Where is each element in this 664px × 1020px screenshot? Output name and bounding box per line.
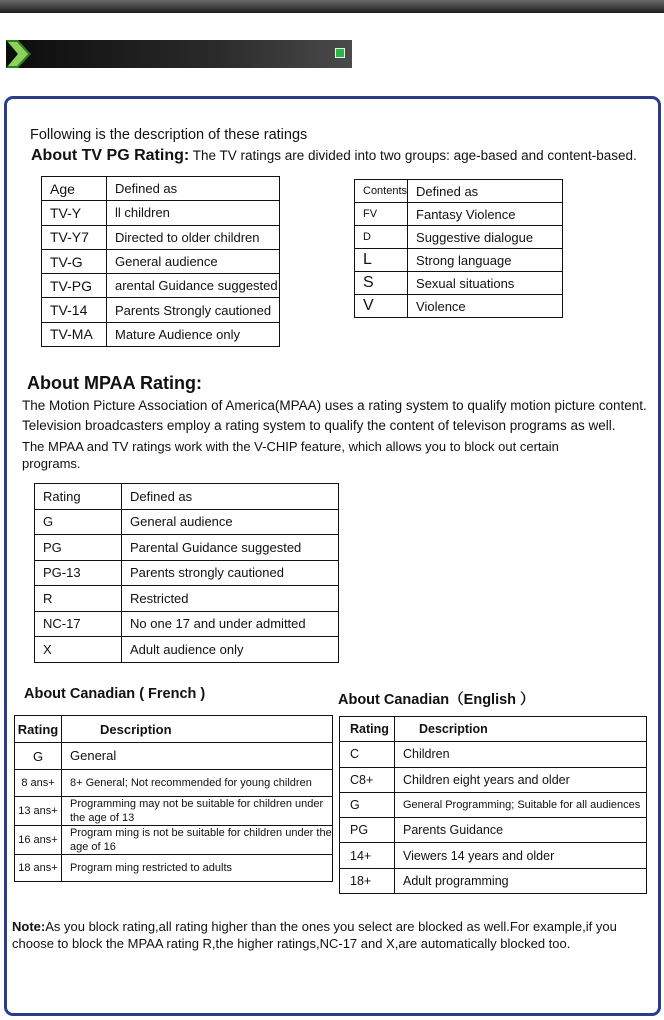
table-row <box>340 843 647 868</box>
table-row <box>35 560 339 586</box>
table-cell: Restricted <box>122 586 339 612</box>
table-header-row <box>35 484 339 510</box>
table-cell: Viewers 14 years and older <box>395 843 647 868</box>
table-cell: C <box>340 742 395 767</box>
table-cell: R <box>35 586 122 612</box>
mpaa-table <box>34 483 339 663</box>
table-cell: 18+ <box>340 868 395 893</box>
mpaa-para-3-line-2: programs. <box>22 456 81 471</box>
table-header-cell: Defined as <box>408 180 563 203</box>
tv-age-table <box>41 176 280 347</box>
table-cell: ll children <box>107 201 280 225</box>
table-cell: Parents Guidance <box>395 818 647 843</box>
mpaa-para-3-line-1: The MPAA and TV ratings work with the V-CHIP feature, which allows you to block out certain <box>22 439 559 454</box>
square-icon <box>335 48 345 58</box>
table-cell: No one 17 and under admitted <box>122 611 339 637</box>
table-cell: Parental Guidance suggested <box>122 535 339 561</box>
intro-text: Following is the description of these ratings <box>30 127 308 143</box>
table-cell: Violence <box>408 295 563 318</box>
table-row <box>42 225 280 249</box>
table-cell: Parents Strongly cautioned <box>107 298 280 322</box>
table-header-cell: Defined as <box>107 177 280 201</box>
table-cell: Suggestive dialogue <box>408 226 563 249</box>
table-cell: NC-17 <box>35 611 122 637</box>
table-row <box>355 226 563 249</box>
canadian-french-title: About Canadian ( French ) <box>24 686 206 702</box>
table-cell: 8 ans+ <box>15 770 62 797</box>
table-row <box>15 855 333 882</box>
canadian-english-table <box>339 716 647 894</box>
table-cell: Program ming restricted to adults <box>62 855 333 882</box>
table-cell: 18 ans+ <box>15 855 62 882</box>
table-cell: 8+ General; Not recommended for young children <box>62 770 333 797</box>
table-cell: PG <box>35 535 122 561</box>
table-cell: S <box>355 272 408 295</box>
table-header-cell: Contents <box>355 180 408 203</box>
note-label: Note: <box>12 919 46 934</box>
mpaa-title: About MPAA Rating: <box>27 373 202 393</box>
table-cell: Children eight years and older <box>395 767 647 792</box>
table-cell: Directed to older children <box>107 225 280 249</box>
table-cell: TV-MA <box>42 322 107 346</box>
table-cell: Mature Audience only <box>107 322 280 346</box>
table-cell: L <box>355 249 408 272</box>
table-header-cell: Rating <box>340 717 395 742</box>
table-row <box>35 637 339 663</box>
table-row <box>355 272 563 295</box>
table-cell: General audience <box>122 509 339 535</box>
table-row <box>340 868 647 893</box>
top-bar <box>0 0 664 13</box>
tv-pg-title: About TV PG Rating: <box>31 147 190 164</box>
canadian-french-table <box>14 715 333 882</box>
note-text <box>12 918 657 952</box>
table-row <box>15 770 333 797</box>
table-header-row <box>42 177 280 201</box>
table-cell: TV-PG <box>42 274 107 298</box>
table-cell: C8+ <box>340 767 395 792</box>
table-row <box>355 295 563 318</box>
table-row <box>15 826 333 855</box>
table-row <box>42 249 280 273</box>
table-header-cell: Rating <box>35 484 122 510</box>
table-cell: TV-14 <box>42 298 107 322</box>
table-cell: TV-G <box>42 249 107 273</box>
table-cell: Program ming is not be suitable for children under the age of 16 <box>62 826 333 855</box>
table-cell: X <box>35 637 122 663</box>
table-cell: Sexual situations <box>408 272 563 295</box>
canadian-english-title: About Canadian（English ） <box>338 692 535 708</box>
table-header-cell: Age <box>42 177 107 201</box>
table-row <box>340 742 647 767</box>
section-banner <box>6 40 352 68</box>
table-cell: G <box>35 509 122 535</box>
table-cell: V <box>355 295 408 318</box>
table-row <box>42 298 280 322</box>
table-row <box>355 249 563 272</box>
table-row <box>340 818 647 843</box>
table-cell: Programming may not be suitable for children under the age of 13 <box>62 797 333 826</box>
table-row <box>42 322 280 346</box>
table-cell: arental Guidance suggested <box>107 274 280 298</box>
table-header-row <box>15 716 333 743</box>
table-cell: 16 ans+ <box>15 826 62 855</box>
table-row <box>15 743 333 770</box>
table-header-cell: Rating <box>15 716 62 743</box>
mpaa-para-1: The Motion Picture Association of America(MPAA) uses a rating system to qualify motion picture content. <box>22 398 647 413</box>
table-row <box>340 767 647 792</box>
mpaa-para-2: Television broadcasters employ a rating system to qualify the content of televison programs as well. <box>22 418 616 433</box>
chevron-right-icon <box>4 39 32 69</box>
table-header-cell: Defined as <box>122 484 339 510</box>
table-cell: FV <box>355 203 408 226</box>
table-row <box>15 797 333 826</box>
table-header-cell: Description <box>395 717 647 742</box>
note-body: As you block rating,all rating higher than the ones you select are blocked as well.For example,if you choose to block the MPAA rating R,the higher ratings,NC-17 and X,are automatically blocked too. <box>12 919 617 951</box>
table-cell: Adult audience only <box>122 637 339 663</box>
table-row <box>340 792 647 817</box>
table-cell: Children <box>395 742 647 767</box>
tv-pg-text: The TV ratings are divided into two groups: age-based and content-based. <box>189 148 637 163</box>
table-cell: Adult programming <box>395 868 647 893</box>
table-cell: Strong language <box>408 249 563 272</box>
table-row <box>355 203 563 226</box>
table-header-row <box>355 180 563 203</box>
table-cell: G <box>15 743 62 770</box>
table-cell: 14+ <box>340 843 395 868</box>
table-cell: PG <box>340 818 395 843</box>
table-header-row <box>340 717 647 742</box>
table-cell: General <box>62 743 333 770</box>
table-row <box>35 611 339 637</box>
table-cell: General Programming; Suitable for all audiences <box>395 792 647 817</box>
tv-content-table <box>354 179 563 318</box>
table-row <box>42 201 280 225</box>
table-row <box>42 274 280 298</box>
table-cell: TV-Y <box>42 201 107 225</box>
table-cell: Parents strongly cautioned <box>122 560 339 586</box>
table-row <box>35 509 339 535</box>
table-row <box>35 586 339 612</box>
table-cell: D <box>355 226 408 249</box>
tv-pg-heading <box>31 147 637 165</box>
table-header-cell: Description <box>62 716 333 743</box>
table-row <box>35 535 339 561</box>
table-cell: 13 ans+ <box>15 797 62 826</box>
table-cell: G <box>340 792 395 817</box>
table-cell: General audience <box>107 249 280 273</box>
table-cell: Fantasy Violence <box>408 203 563 226</box>
table-cell: PG-13 <box>35 560 122 586</box>
table-cell: TV-Y7 <box>42 225 107 249</box>
